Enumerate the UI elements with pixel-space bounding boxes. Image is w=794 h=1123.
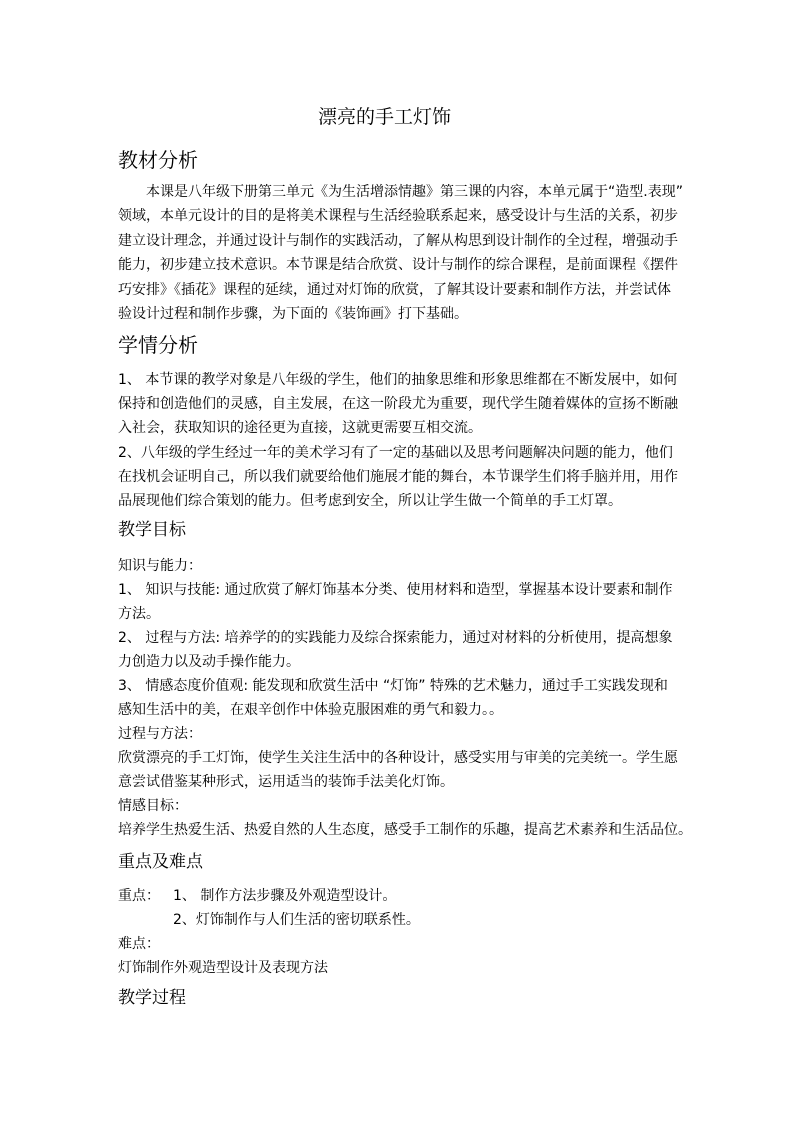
paragraph-line: 建立设计理念，并通过设计与制作的实践活动，了解从构思到设计制作的全过程，增强动手 [118,232,678,249]
paragraph-line: 巧安排》《插花》课程的延续，通过对灯饰的欣赏，了解其设计要素和制作方法，并尝试体 [118,281,671,298]
student-analysis-paragraph [118,368,718,513]
objectives-content [118,554,718,842]
paragraph-line: 2、 过程与方法: 培养学的的实践能力及综合探索能力，通过对材料的分析使用，提高想象 [118,630,673,646]
difficulty-text: 灯饰制作外观造型设计及表现方法 [118,960,328,976]
paragraph-line: 本课是八年级下册第三单元《为生活增添情趣》第三课的内容，本单元属于“造型.表现” [146,184,683,200]
key-point-row [118,884,718,908]
key-label: 重点： [118,888,160,904]
paragraph-line: 1、 知识与技能: 通过欣赏了解灯饰基本分类、使用材料和造型，掌握基本设计要素和制作 [118,582,673,598]
section-heading-objectives: 教学目标 [118,520,186,540]
key-points-content [118,884,718,980]
paragraph-line: 力创造力以及动手操作能力。 [118,654,300,670]
paragraph-line: 欣赏漂亮的手工灯饰，使学生关注生活中的各种设计，感受实用与审美的完美统一。学生愿 [118,750,678,766]
subheading-process-method: 过程与方法： [118,726,202,742]
paragraph-line: 3、 情感态度价值观: 能发现和欣赏生活中 “灯饰” 特殊的艺术魅力，通过手工实践发现和 [118,678,668,694]
paragraph-line: 保持和创造他们的灵感，自主发展，在这一阶段尤为重要，现代学生随着媒体的宣扬不断融 [118,396,678,413]
paragraph-line: 感知生活中的美，在艰辛创作中体验克服困难的勇气和毅力。。 [118,702,503,718]
textbook-analysis-paragraph [118,180,718,326]
paragraph-line: 2、八年级的学生经过一年的美术学习有了一定的基础以及思考问题解决问题的能力，他们 [118,444,673,461]
paragraph-line: 入社会，获取知识的途径更为直接，这就更需要互相交流。 [118,420,482,437]
subheading-emotion-goal: 情感目标： [118,798,188,814]
paragraph-line: 能力，初步建立技术意识。本节课是结合欣赏、设计与制作的综合课程，是前面课程《摆件 [118,257,678,274]
section-heading-student-analysis: 学情分析 [118,333,198,357]
section-heading-teaching-process: 教学过程 [118,988,186,1008]
paragraph-line: 领域，本单元设计的目的是将美术课程与生活经验联系起来，感受设计与生活的关系，初步 [118,208,678,225]
paragraph-line: 意尝试借鉴某种形式，运用适当的装饰手法美化灯饰。 [118,774,454,790]
paragraph-line: 方法。 [118,606,160,622]
subheading-knowledge-ability: 知识与能力： [118,558,202,574]
paragraph-line: 1、 本节课的教学对象是八年级的学生，他们的抽象思维和形象思维都在不断发展中，如何 [118,372,678,388]
paragraph-line: 品展现他们综合策划的能力。但考虑到安全，所以让学生做一个简单的手工灯罩。 [118,492,622,509]
key-item: 1、 制作方法步骤及外观造型设计。 [173,888,397,904]
paragraph-line: 验设计过程和制作步骤，为下面的《装饰画》打下基础。 [118,305,468,322]
section-heading-textbook-analysis: 教材分析 [118,148,198,172]
key-item: 2、灯饰制作与人们生活的密切联系性。 [173,912,420,928]
page-title: 漂亮的手工灯饰 [318,106,452,128]
paragraph-line: 培养学生热爱生活、热爱自然的人生态度，感受手工制作的乐趣，提高艺术素养和生活品位。 [118,822,692,838]
difficulty-label: 难点： [118,936,160,952]
paragraph-line: 在找机会证明自己，所以我们就要给他们施展才能的舞台，本节课学生们将手脑并用，用作 [118,468,678,485]
section-heading-key-points: 重点及难点 [118,852,203,872]
